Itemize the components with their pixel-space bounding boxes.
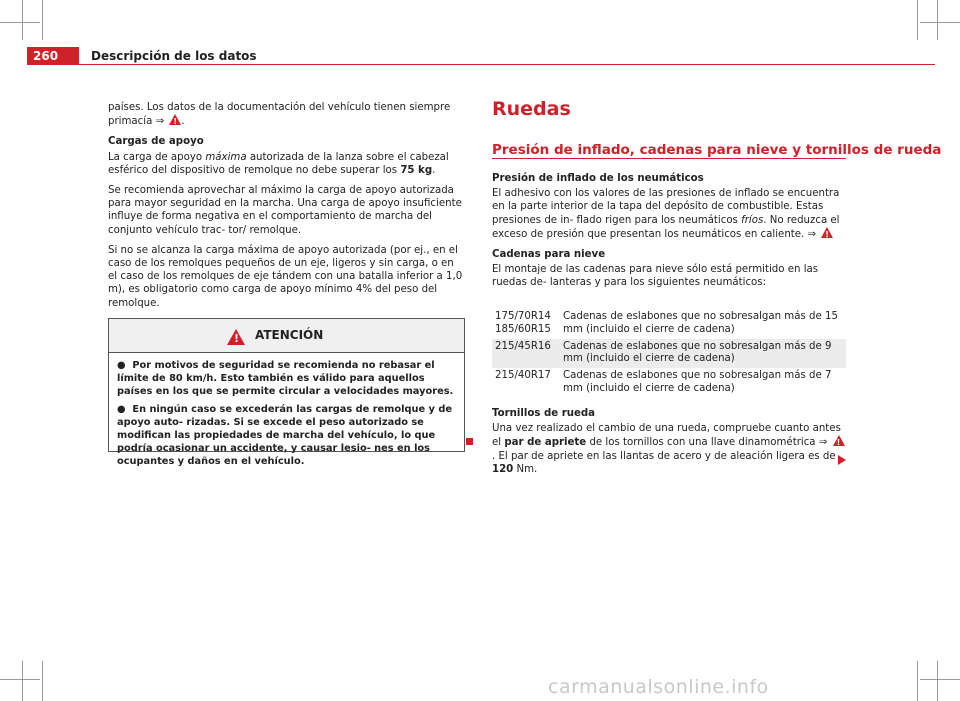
crop-mark xyxy=(22,661,23,701)
end-marker xyxy=(466,438,473,445)
chapter-title: Ruedas xyxy=(492,98,571,120)
snow-chains-table xyxy=(492,309,846,398)
tyre-size: 215/40R17 xyxy=(495,370,551,382)
warning-icon xyxy=(833,435,845,446)
crop-mark xyxy=(22,0,23,40)
table-row xyxy=(492,339,846,369)
crop-mark xyxy=(0,679,40,680)
attention-title: ATENCIÓN xyxy=(255,328,324,342)
page-number: 260 xyxy=(27,47,79,65)
heading-cargas: Cargas de apoyo xyxy=(108,136,204,148)
header-rule xyxy=(79,64,935,65)
chain-description: Cadenas de eslabones que no sobresalgan más de 9 mm (incluido el cierre de cadena) xyxy=(560,339,846,369)
paragraph: Si no se alcanza la carga máxima de apoyo autorizada (por ej., en el caso de los remolques pequeños de un eje, ligeros y sin carga, o en el caso de los remolques de eje tándem con una batalla inferior a 1,0 m), es obligatorio como carga de apoyo mínimo 4% del peso del remolque. xyxy=(108,244,463,309)
paragraph: Una vez realizado el cambio de una rueda, compruebe cuanto antes el par de apriete de los tornillos con una llave dinamométrica ⇒ !. El par de apriete en las llantas de acero y de aleación ligera es de 120 Nm. xyxy=(492,422,846,476)
warning-icon xyxy=(821,227,833,238)
crop-mark xyxy=(42,0,43,40)
warning-icon: ! xyxy=(227,329,245,345)
chain-description: Cadenas de eslabones que no sobresalgan más de 15 mm (incluido el cierre de cadena) xyxy=(563,311,838,335)
section-title: Descripción de los datos xyxy=(91,49,257,63)
heading-presion: Presión de inflado de los neumáticos xyxy=(492,173,704,184)
warning-icon xyxy=(169,114,181,125)
list-item: ● Por motivos de seguridad se recomienda no rebasar el límite de 80 km/h. Esto también es válido para aquellos países en los que se permite circular a velocidades mayores. xyxy=(117,360,454,398)
paragraph: El adhesivo con los valores de las presiones de inflado se encuentra en la parte interior de la tapa del depósito de combustible. Estas presiones de in- flado rigen para los neumáticos fríos. No reduzca el exceso de presión que presentan los neumáticos en caliente. ⇒ ! xyxy=(492,187,846,241)
chain-description: Cadenas de eslabones que no sobresalgan más de 7 mm (incluido el cierre de cadena) xyxy=(563,370,832,394)
right-column-bottom xyxy=(492,407,846,483)
crop-mark xyxy=(937,0,938,40)
heading-cadenas: Cadenas para nieve xyxy=(492,249,606,261)
left-column xyxy=(108,101,465,317)
continue-arrow-icon xyxy=(838,455,846,465)
crop-mark xyxy=(920,679,960,680)
paragraph: países. Los datos de la documentación del vehículo tienen siempre primacía ⇒ ! . xyxy=(108,101,465,128)
attention-box xyxy=(108,318,465,468)
paragraph: El montaje de las cadenas para nieve sólo está permitido en las ruedas de- lanteras y para los siguientes neumáticos: xyxy=(492,264,819,289)
subtitle: Presión de inflado, cadenas para nieve y tornillos de rueda xyxy=(492,142,942,158)
crop-mark xyxy=(917,0,918,40)
heading-tornillos: Tornillos de rueda xyxy=(492,408,596,419)
table-row xyxy=(492,309,846,339)
watermark: carmanualsonline.info xyxy=(548,676,769,698)
tyre-size: 175/70R14 185/60R15 xyxy=(495,311,551,335)
crop-mark xyxy=(937,661,938,701)
right-column-top xyxy=(492,172,846,297)
crop-mark xyxy=(917,661,918,701)
crop-mark xyxy=(0,22,40,23)
attention-header xyxy=(109,319,464,353)
paragraph: La carga de apoyo máxima autorizada de la lanza sobre el cabezal esférico del dispositivo de remolque no debe superar los 75 kg. xyxy=(108,151,449,176)
crop-mark xyxy=(42,661,43,701)
tyre-size: 215/45R16 xyxy=(492,339,560,369)
subtitle-rule xyxy=(492,158,846,159)
crop-mark xyxy=(920,22,960,23)
attention-body xyxy=(109,353,464,469)
paragraph: Se recomienda aprovechar al máximo la carga de apoyo autorizada para mayor seguridad en la marcha. Una carga de apoyo insuficiente influye de forma negativa en el comportamiento de marcha del conjunto vehículo trac- tor/ remolque. xyxy=(108,185,462,236)
table-row xyxy=(492,368,846,398)
list-item: ● En ningún caso se excederán las cargas de remolque y de apoyo auto- rizadas. Si se excede el peso autorizado se modifican las propiedades de marcha del vehículo, lo que podría ocasionar un accidente, y causar lesio- nes en los ocupantes y daños en el vehículo. xyxy=(117,403,452,468)
